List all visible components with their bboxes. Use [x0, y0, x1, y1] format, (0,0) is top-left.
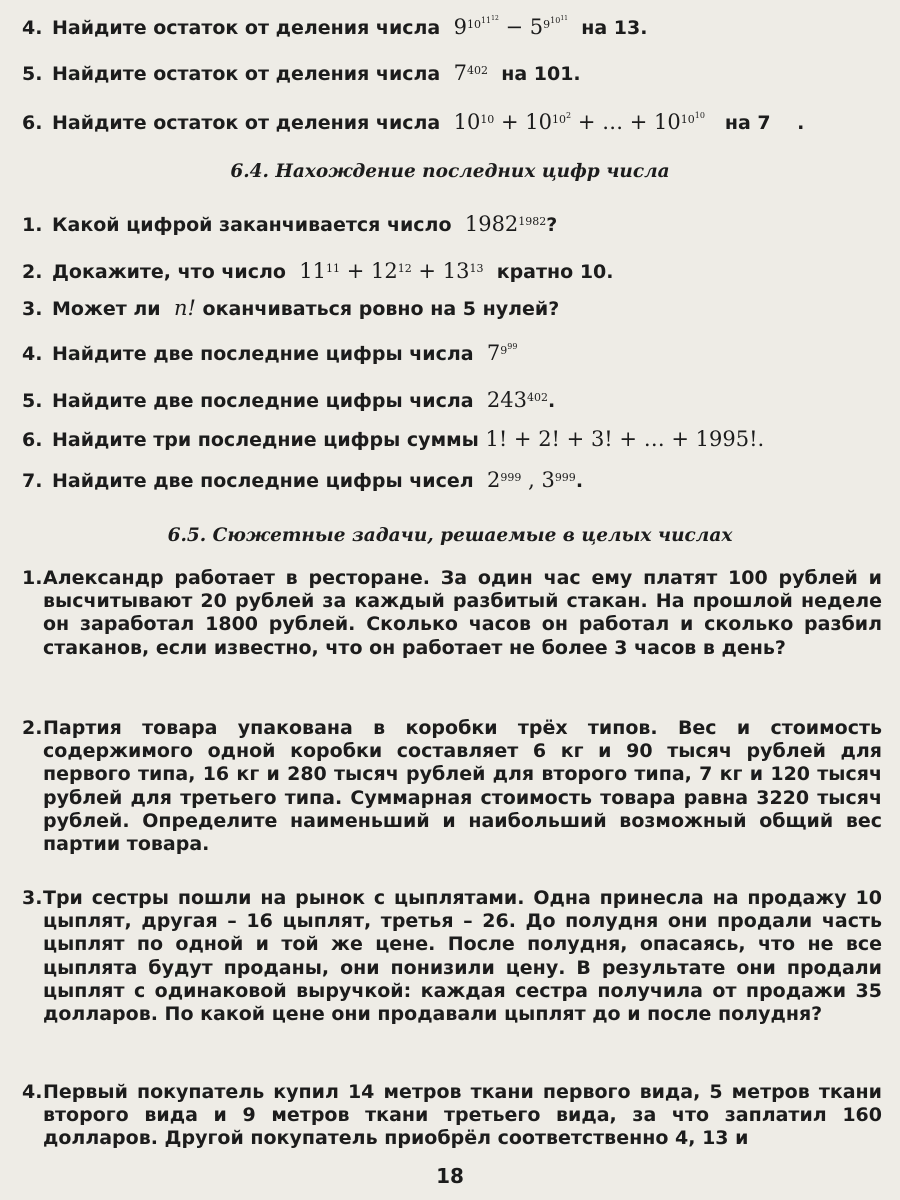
formula-t5: $7^{402}$ [453, 61, 488, 85]
problem-6-5-2: 2. Партия товара упакована в коробки трёх типов. Вес и стоимость содержимого одной коробки составляет 6 кг и 90 тысяч рублей для первого типа, 16 кг и 280 тысяч рублей для второго типа, 7 кг и 120 тысяч рублей для третьего типа. Суммарная стоимость товара равна 3220 тысяч рублей. Определите наименьший и наибольший возможный общий вес партии товара. [22, 717, 882, 856]
item-6-4-6: 6. Найдите три последние цифры суммы 1! + 2! + 3! + … + 1995!. [22, 427, 765, 451]
problem-line-top-5: 5. Найдите остаток от деления числа $7^{402}$ на 101. [22, 61, 581, 85]
item-6-4-3: 3. Может ли n! оканчиваться ровно на 5 нулей? [22, 296, 560, 320]
formula-t6: $10^{10} + 10^{10^2}$ + … + $10^{10^{10}}$ [453, 110, 705, 134]
item-6-4-2: 2. Докажите, что число $11^{11} + 12^{12} + 13^{13}$ кратно 10. [22, 259, 614, 283]
problem-6-5-1: 1. Александр работает в ресторане. За один час ему платят 100 рублей и высчитывают 20 рублей за каждый разбитый стакан. На прошлой неделе он заработал 1800 рублей. Сколько часов он работал и сколько разбил стаканов, если известно, что он работает не более 3 часов в день? [22, 567, 882, 659]
section-heading-6-4: 6.4. Нахождение последних цифр числа [230, 161, 670, 182]
problem-6-5-3: 3. Три сестры пошли на рынок с цыплятами. Одна принесла на продажу 10 цыплят, другая – 16 цыплят, третья – 26. До полудня они продали часть цыплят по одной и той же цене. После полудня, опасаясь, что не все цыплята будут проданы, они понизили цену. В результате они продали цыплят с одинаковой выручкой: каждая сестра получила от продажи 35 долларов. По какой цене они продавали цыплят до и после полудня? [22, 887, 882, 1026]
item-6-4-1: 1. Какой цифрой заканчивается число $1982^{1982}$? [22, 212, 558, 236]
problem-line-top-4: 4. Найдите остаток от деления числа $9^{10^{11^{12}}} - 5^{9^{10^{11}}}$ на 13. [22, 14, 648, 39]
item-6-4-7: 7. Найдите две последние цифры чисел $2^{999}$ , $3^{999}$. [22, 468, 584, 492]
formula-t4: $9^{10^{11^{12}}} - 5^{9^{10^{11}}}$ [453, 14, 568, 39]
item-6-4-4: 4. Найдите две последние цифры числа $7^{9^{99}}$ [22, 341, 518, 365]
problem-line-top-6: 6. Найдите остаток от деления числа $10^{10} + 10^{10^2}$ + … + $10^{10^{10}}$ на 7 . [22, 110, 805, 134]
page-number: 18 [436, 1164, 464, 1188]
problem-6-5-4: 4. Первый покупатель купил 14 метров ткани первого вида, 5 метров ткани второго вида и 9 метров ткани третьего вида, за что заплатил 160 долларов. Другой покупатель приобрёл соответственно 4, 13 и [22, 1081, 882, 1150]
item-6-4-5: 5. Найдите две последние цифры числа $243^{402}$. [22, 388, 556, 412]
section-heading-6-5: 6.5. Сюжетные задачи, решаемые в целых числах [167, 525, 733, 546]
